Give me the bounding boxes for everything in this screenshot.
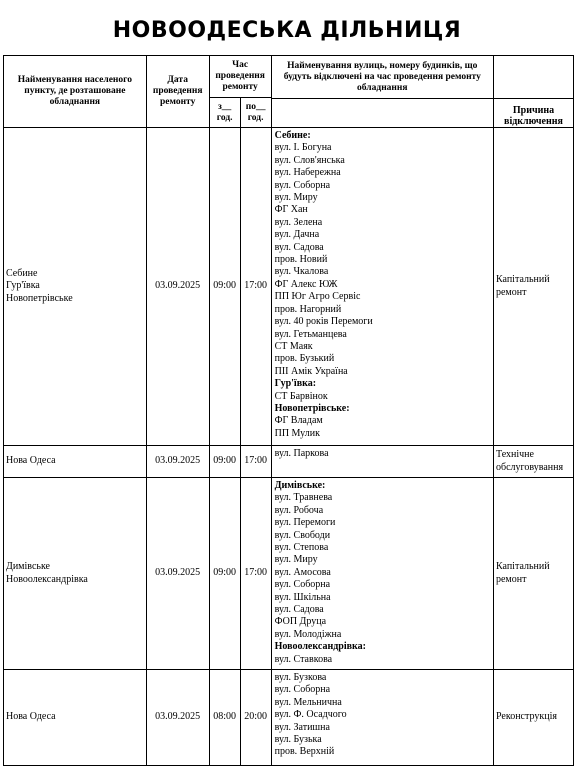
street-item: ПП Мулик [274, 427, 320, 439]
street-item: пров. Новий [274, 254, 328, 266]
reason-text: Реконструкція [495, 711, 557, 723]
street-item: вул. Соборна [274, 179, 331, 191]
street-item: пров. Бузький [274, 353, 335, 365]
time-to-cell: 17:00 [240, 446, 271, 478]
locality-name: Новоолександрівка [6, 573, 88, 585]
streets-cell [271, 670, 493, 766]
outage-schedule-table [3, 55, 574, 766]
page-title: НОВООДЕСЬКА ДІЛЬНИЦЯ [112, 18, 462, 43]
settlement-heading: Новоолександрівка: [274, 641, 366, 653]
settlement-heading: Димівське: [274, 480, 326, 491]
locality-name: Нова Одеса [6, 455, 56, 467]
date-cell: 03.09.2025 [146, 478, 209, 670]
locality-name: Новопетрівське [6, 292, 73, 304]
table-row [4, 670, 574, 766]
street-item: вул. Степова [274, 542, 329, 554]
reason-text: ремонт [495, 286, 527, 298]
reason-cell [493, 446, 573, 478]
time-to-cell: 17:00 [240, 128, 271, 446]
locality-name: Себине [6, 267, 38, 279]
street-item: вул. Ф. Осадчого [274, 709, 347, 721]
settlement-heading: Гур'ївка: [274, 378, 317, 390]
time-to-cell: 20:00 [240, 670, 271, 766]
street-item: ПІІ Амік Україна [274, 365, 348, 377]
street-item: вул. Бузька [274, 734, 322, 746]
time-from-cell: 09:00 [209, 446, 240, 478]
settlement-heading: Новопетрівське: [274, 402, 350, 414]
street-item: вул. Миру [274, 554, 318, 566]
street-item: вул. Перемоги [274, 517, 336, 529]
table-row [4, 446, 574, 478]
locality-cell [4, 446, 147, 478]
header-streets: Найменування вулиць, номеру будинків, що будуть відключені на час проведення ремонту обладнання [271, 56, 493, 99]
settlement-heading: Себине: [274, 130, 311, 141]
street-item: пров. Нагорний [274, 303, 342, 315]
time-to-cell: 17:00 [240, 478, 271, 670]
header-reason-top [493, 56, 573, 99]
header-locality: Найменування населеного пункту, де розташоване обладнання [4, 56, 147, 128]
street-item: вул. Ставкова [274, 653, 333, 665]
reason-cell [493, 670, 573, 766]
date-cell: 03.09.2025 [146, 670, 209, 766]
locality-cell [4, 128, 147, 446]
street-item: вул. Соборна [274, 684, 331, 696]
street-item: ФГ Алекс ЮЖ [274, 278, 338, 290]
street-item: ФОП Друца [274, 616, 327, 628]
street-item: вул. Паркова [274, 448, 329, 459]
table-row [4, 128, 574, 446]
reason-text: Технічне [495, 449, 534, 461]
street-item: вул. Мельнична [274, 696, 342, 708]
street-item: вул. Бузкова [274, 672, 327, 683]
street-item: вул. Робоча [274, 504, 324, 516]
header-streets-bottom [271, 99, 493, 128]
street-item: вул. 40 років Перемоги [274, 316, 373, 328]
street-item: вул. Зелена [274, 216, 323, 228]
street-item: вул. Шкільна [274, 591, 331, 603]
reason-cell [493, 128, 573, 446]
reason-text: ремонт [495, 573, 527, 585]
street-item: ФГ Владам [274, 415, 323, 427]
locality-name: Нова Одеса [6, 711, 56, 723]
street-item: вул. Гетьманцева [274, 328, 347, 340]
street-item: СТ Барвінок [274, 390, 328, 402]
reason-text: Капітальний [495, 561, 550, 573]
header-to: по__ год. [240, 98, 271, 128]
locality-cell [4, 478, 147, 670]
reason-cell [493, 478, 573, 670]
time-from-cell: 09:00 [209, 128, 240, 446]
street-item: ПП Юг Агро Сервіс [274, 291, 361, 303]
locality-name: Гур'ївка [6, 280, 40, 292]
street-item: вул. Свободи [274, 529, 331, 541]
date-cell: 03.09.2025 [146, 128, 209, 446]
header-date: Дата проведення ремонту [146, 56, 209, 128]
locality-cell [4, 670, 147, 766]
header-time: Час проведення ремонту [209, 56, 271, 98]
time-from-cell: 08:00 [209, 670, 240, 766]
reason-text: Капітальний [495, 274, 550, 286]
header-reason: Причина відключення [493, 99, 573, 128]
street-item: вул. Слов'янська [274, 154, 345, 166]
street-item: вул. Соборна [274, 579, 331, 591]
street-item: вул. Дачна [274, 229, 320, 241]
time-from-cell: 09:00 [209, 478, 240, 670]
street-item: пров. Верхній [274, 746, 335, 758]
reason-text: обслуговування [495, 461, 564, 473]
street-item: вул. Травнева [274, 492, 333, 504]
street-item: вул. Молодіжна [274, 628, 342, 640]
street-item: ФГ Хан [274, 204, 308, 216]
locality-name: Димівське [6, 561, 50, 573]
street-item: вул. Чкалова [274, 266, 329, 278]
street-item: СТ Маяк [274, 340, 313, 352]
street-item: вул. Миру [274, 192, 318, 204]
streets-cell [271, 446, 493, 478]
street-item: вул. Садова [274, 604, 324, 616]
table-row [4, 478, 574, 670]
street-item: вул. Садова [274, 241, 324, 253]
streets-cell [271, 128, 493, 446]
streets-cell [271, 478, 493, 670]
street-item: вул. І. Богуна [274, 142, 332, 154]
table-body [4, 128, 574, 766]
header-from: з__ год. [209, 98, 240, 128]
street-item: вул. Набережна [274, 167, 341, 179]
street-item: вул. Амосова [274, 566, 331, 578]
street-item: вул. Затишна [274, 721, 330, 733]
date-cell: 03.09.2025 [146, 446, 209, 478]
